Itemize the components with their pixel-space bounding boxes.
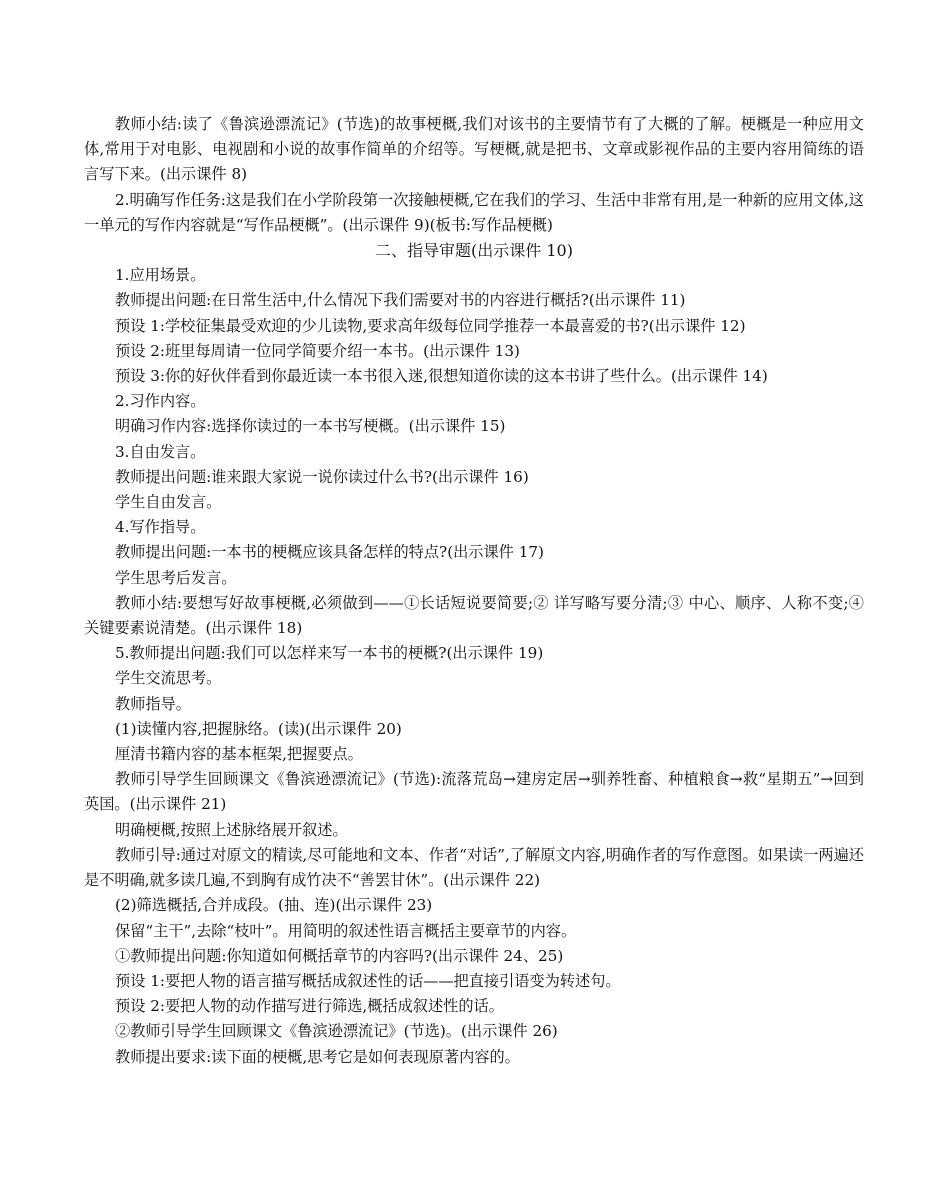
paragraph: 教师引导学生回顾课文《鲁滨逊漂流记》(节选):流落荒岛→建房定居→驯养牲畜、种植粮食→救“星期五”→回到英国。(出示课件 21): [84, 770, 864, 814]
paragraph: 学生思考后发言。: [115, 568, 237, 587]
paragraph: 教师小结:读了《鲁滨逊漂流记》(节选)的故事梗概,我们对该书的主要情节有了大概的了解。梗概是一种应用文体,常用于对电影、电视剧和小说的故事作简单的介绍等。写梗概,就是把书、文章或影视作品的主要内容用简练的语言写下来。(出示课件 8): [84, 115, 864, 184]
paragraph: 5.教师提出问题:我们可以怎样来写一本书的梗概?(出示课件 19): [115, 644, 544, 663]
paragraph: 学生自由发言。: [115, 493, 222, 512]
paragraph: 3.自由发言。: [115, 442, 206, 461]
paragraph: ①教师提出问题:你知道如何概括章节的内容吗?(出示课件 24、25): [115, 946, 564, 965]
paragraph: 明确习作内容:选择你读过的一本书写梗概。(出示课件 15): [115, 417, 506, 436]
paragraph: 预设 2:要把人物的动作描写进行筛选,概括成叙述性的话。: [115, 997, 504, 1016]
paragraph: 教师指导。: [115, 694, 191, 713]
paragraph: 教师提出要求:读下面的梗概,思考它是如何表现原著内容的。: [115, 1047, 520, 1066]
paragraph: 学生交流思考。: [115, 669, 222, 688]
paragraph: (2)筛选概括,合并成段。(抽、连)(出示课件 23): [115, 896, 433, 915]
paragraph: 4.写作指导。: [115, 518, 206, 537]
paragraph: 预设 1:要把人物的语言描写概括成叙述性的话——把直接引语变为转述句。: [115, 971, 621, 990]
paragraph: 2.明确写作任务:这是我们在小学阶段第一次接触梗概,它在我们的学习、生活中非常有用,是一种新的应用文体,这一单元的写作内容就是“写作品梗概”。(出示课件 9)(板书:写作品梗概): [84, 190, 864, 234]
paragraph: 保留“主干”,去除“枝叶”。用简明的叙述性语言概括主要章节的内容。: [115, 921, 577, 940]
paragraph: 预设 3:你的好伙伴看到你最近读一本书很入迷,很想知道你读的这本书讲了些什么。(出示课件 14): [115, 367, 768, 386]
paragraph: 教师小结:要想写好故事梗概,必须做到——①长话短说要简要;② 详写略写要分清;③ 中心、顺序、人称不变;④ 关键要素说清楚。(出示课件 18): [84, 593, 864, 638]
paragraph: 1.应用场景。: [115, 266, 206, 285]
paragraph: 教师提出问题:一本书的梗概应该具备怎样的特点?(出示课件 17): [115, 543, 544, 562]
paragraph: 2.习作内容。: [115, 392, 206, 411]
paragraph: 教师引导:通过对原文的精读,尽可能地和文本、作者“对话”,了解原文内容,明确作者的写作意图。如果读一两遍还是不明确,就多读几遍,不到胸有成竹决不“善罢甘休”。(出示课件 22): [84, 845, 864, 890]
paragraph: 预设 2:班里每周请一位同学简要介绍一本书。(出示课件 13): [115, 341, 520, 360]
paragraph: (1)读懂内容,把握脉络。(读)(出示课件 20): [115, 719, 402, 738]
paragraph: 预设 1:学校征集最受欢迎的少儿读物,要求高年级每位同学推荐一本最喜爱的书?(出示课件 12): [115, 316, 746, 335]
paragraph: 教师提出问题:谁来跟大家说一说你读过什么书?(出示课件 16): [115, 467, 529, 486]
section-heading: 二、指导审题(出示课件 10): [375, 241, 573, 261]
paragraph: 明确梗概,按照上述脉络展开叙述。: [115, 820, 348, 839]
paragraph: ②教师引导学生回顾课文《鲁滨逊漂流记》(节选)。(出示课件 26): [115, 1022, 558, 1041]
paragraph: 教师提出问题:在日常生活中,什么情况下我们需要对书的内容进行概括?(出示课件 11): [115, 291, 686, 310]
paragraph: 厘清书籍内容的基本框架,把握要点。: [115, 745, 363, 764]
